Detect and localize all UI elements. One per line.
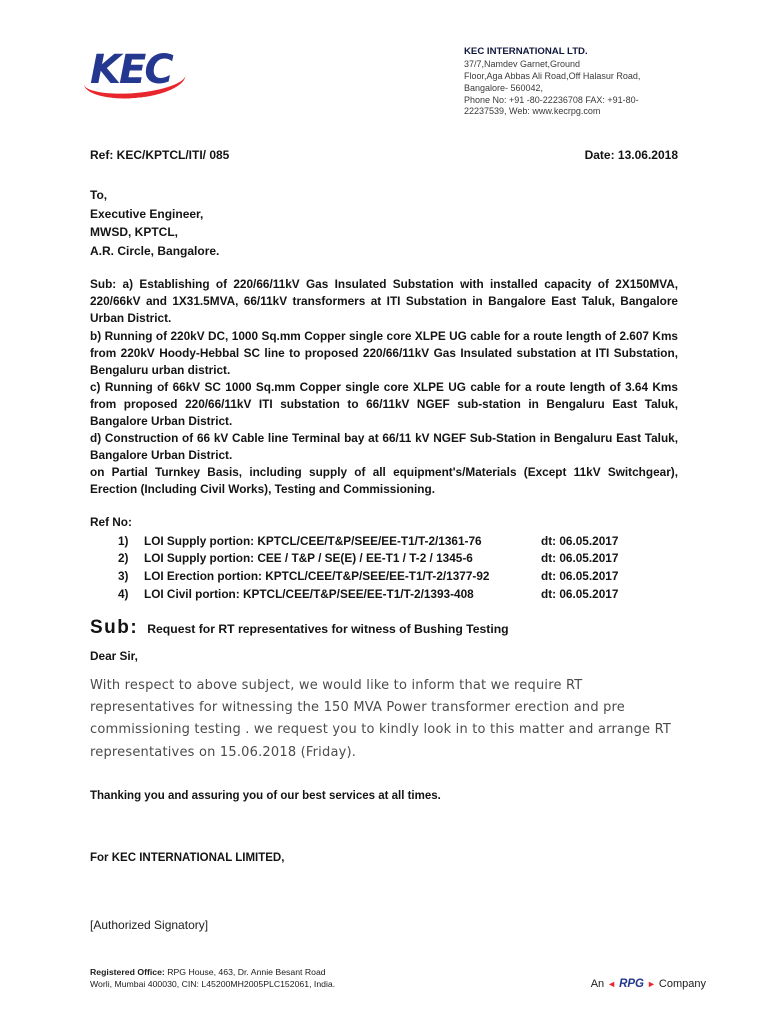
rpg-logo: RPG bbox=[619, 978, 644, 990]
ref-item-text: LOI Supply portion: KPTCL/CEE/T&P/SEE/EE-T1/T-2/1361-76 bbox=[144, 533, 482, 548]
ref-no-heading: Ref No: bbox=[90, 514, 132, 529]
ref-item-number: 2) bbox=[118, 551, 129, 566]
rpg-right-arrow-icon: ► bbox=[647, 979, 656, 989]
ref-item-date: dt: 06.05.2017 bbox=[541, 568, 619, 583]
recipient-line: MWSD, KPTCL, bbox=[90, 225, 178, 240]
subject-paragraph-a: Sub: a) Establishing of 220/66/11kV Gas Insulated Substation with installed capacity of 2X150MVA, 220/66kV and 1X31.5MVA, 66/11kV transformers at ITI Substation in Bangalore East Taluk, Bangalore Urban District. bbox=[90, 277, 678, 326]
letter-footer bbox=[90, 966, 706, 990]
company-address-line: Bangalore- 560042, bbox=[464, 82, 544, 93]
kec-logo bbox=[90, 47, 186, 104]
rpg-an-text: An bbox=[590, 978, 605, 990]
company-info-block bbox=[464, 46, 678, 118]
ref-no-section bbox=[90, 515, 678, 604]
ref-item bbox=[90, 533, 678, 551]
subject-paragraph-b: b) Running of 220kV DC, 1000 Sq.mm Copper single core XLPE UG cable for a route length of 2.607 Kms from 220kV Hoody-Hebbal SC line to proposed 220/66/11kV Gas Insulated substation at ITI Substation, Bengaluru urban district. bbox=[90, 328, 678, 377]
registered-office-address: RPG House, 463, Dr. Annie Besant Road bbox=[164, 966, 326, 977]
subject-heading-text: Request for RT representatives for witness of Bushing Testing bbox=[147, 622, 509, 637]
signoff-line: For KEC INTERNATIONAL LIMITED, bbox=[90, 851, 285, 864]
ref-item bbox=[90, 586, 678, 604]
subject-paragraph-terms: on Partial Turnkey Basis, including supply of all equipment's/Materials (Except 11kV Switchgear), Erection (Including Civil Works), Testing and Commissioning. bbox=[90, 465, 678, 497]
letter-date: Date: 13.06.2018 bbox=[584, 147, 678, 162]
authorized-signatory: [Authorized Signatory] bbox=[90, 917, 209, 932]
ref-item-text: LOI Civil portion: KPTCL/CEE/T&P/SEE/EE-T1/T-2/1393-408 bbox=[144, 586, 474, 601]
ref-item-text: LOI Supply portion: CEE / T&P / SE(E) / EE-T1 / T-2 / 1345-6 bbox=[144, 551, 473, 566]
recipient-line: Executive Engineer, bbox=[90, 206, 204, 221]
rpg-left-arrow-icon: ◄ bbox=[607, 979, 617, 989]
recipient-line: A.R. Circle, Bangalore. bbox=[90, 243, 220, 258]
ref-item bbox=[90, 568, 678, 586]
ref-item-date: dt: 06.05.2017 bbox=[541, 551, 619, 566]
company-phone-line: Phone No: +91 -80-22236708 FAX: +91-80- bbox=[464, 94, 639, 105]
company-address-line: 37/7,Namdev Garnet,Ground bbox=[464, 59, 581, 70]
subject-heading bbox=[90, 617, 678, 639]
ref-date-row bbox=[90, 148, 678, 162]
ref-item-date: dt: 06.05.2017 bbox=[541, 586, 619, 601]
company-name: KEC INTERNATIONAL LTD. bbox=[464, 46, 588, 57]
ref-item-number: 3) bbox=[118, 568, 129, 583]
salutation: Dear Sir, bbox=[90, 649, 138, 664]
subject-heading-label: Sub: bbox=[90, 617, 139, 639]
subject-paragraph-d: d) Construction of 66 kV Cable line Terminal bay at 66/11 kV NGEF Sub-Station in Bengaluru East Taluk, Bangalore Urban District. bbox=[90, 431, 678, 463]
company-web-line: 22237539, Web: www.kecrpg.com bbox=[464, 106, 601, 117]
letterhead bbox=[90, 46, 678, 118]
subject-block bbox=[90, 276, 678, 498]
ref-item-number: 1) bbox=[118, 533, 129, 548]
body-paragraph: With respect to above subject, we would like to inform that we require RT representatives for witnessing the 150 MVA Power transformer erection and pre commissioning testing . we request you to kindly look in to this matter and arrange RT representatives on 15.06.2018 (Friday). bbox=[90, 678, 672, 760]
closing-line: Thanking you and assuring you of our best services at all times. bbox=[90, 789, 441, 802]
recipient-line: To, bbox=[90, 187, 108, 202]
ref-item-number: 4) bbox=[118, 586, 129, 601]
ref-item bbox=[90, 550, 678, 568]
registered-office-block bbox=[90, 966, 335, 990]
ref-item-text: LOI Erection portion: KPTCL/CEE/T&P/SEE/EE-T1/T-2/1377-92 bbox=[144, 568, 490, 583]
registered-office-line1 bbox=[90, 966, 335, 978]
rpg-company-text: Company bbox=[658, 978, 706, 990]
kec-logo-text: KEC bbox=[90, 47, 172, 93]
ref-number: Ref: KEC/KPTCL/ITI/ 085 bbox=[90, 147, 230, 162]
ref-item-date: dt: 06.05.2017 bbox=[541, 533, 619, 548]
rpg-company-mark bbox=[591, 978, 706, 990]
registered-office-line2: Worli, Mumbai 400030, CIN: L45200MH2005PLC152061, India. bbox=[90, 978, 336, 989]
subject-paragraph-c: c) Running of 66kV SC 1000 Sq.mm Copper single core XLPE UG cable for a route length of 3.64 Kms from proposed 220/66/11kV ITI substation to 66/11kV NGEF sub-station in Bengaluru East Taluk, Bangalore Urban District. bbox=[90, 379, 678, 429]
company-address-line: Floor,Aga Abbas Ali Road,Off Halasur Road, bbox=[464, 71, 641, 82]
recipient-block bbox=[90, 186, 678, 260]
registered-office-label: Registered Office: bbox=[90, 966, 165, 977]
